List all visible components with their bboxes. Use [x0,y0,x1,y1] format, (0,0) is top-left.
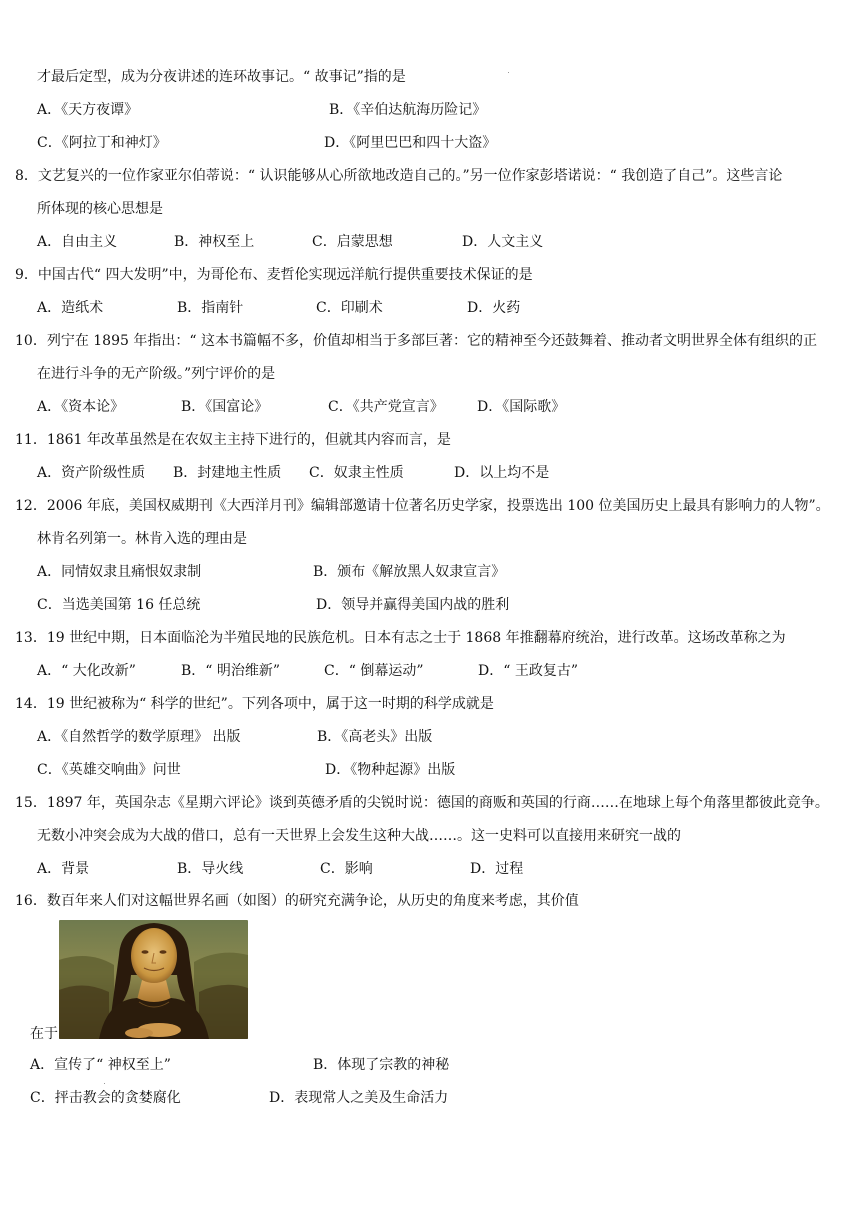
q10-option-b: B．《国富论》 [181,399,269,415]
question-12-stem-cont: 林肯名列第一。林肯入选的理由是 [37,531,247,547]
q8-option-c: C．启蒙思想 [312,234,393,250]
mona-lisa-painting [59,920,248,1039]
q16-option-c: C．抨击教会的贪婪腐化 [30,1090,181,1106]
q11-option-b: B．封建地主性质 [173,465,282,481]
q15-option-b: B．导火线 [177,861,244,877]
q9-option-c: C．印刷术 [316,300,383,316]
q7-option-d: D．《阿里巴巴和四十大盗》 [324,135,497,151]
q9-option-a: A．造纸术 [37,300,104,316]
q8-option-b: B．神权至上 [174,234,255,250]
q13-option-c: C．“ 倒幕运动” [324,663,424,679]
q13-option-d: D．“ 王政复古” [478,663,578,679]
question-12-stem: 12．2006 年底，美国权威期刊《大西洋月刊》编辑部邀请十位著名历史学家，投票选出 100 位美国历史上最具有影响力的人物”。 [15,498,830,514]
q12-option-c: C．当选美国第 16 任总统 [37,597,201,613]
question-10-stem-cont: 在进行斗争的无产阶级。”列宁评价的是 [37,366,276,382]
question-9-stem: 9．中国古代“ 四大发明”中，为哥伦布、麦哲伦实现远洋航行提供重要技术保证的是 [15,267,533,283]
question-11-stem: 11．1861 年改革虽然是在农奴主主持下进行的，但就其内容而言，是 [15,432,451,448]
question-7-continuation: 才最后定型，成为分夜讲述的连环故事记。“ 故事记”指的是 [37,69,406,85]
q12-option-a: A．同情奴隶且痛恨奴隶制 [37,564,202,580]
q14-option-d: D．《物种起源》出版 [325,762,456,778]
q15-option-a: A．背景 [37,861,90,877]
question-8-stem-cont: 所体现的核心思想是 [37,201,163,217]
q9-option-d: D．火药 [467,300,521,316]
q8-option-a: A．自由主义 [37,234,118,250]
q13-option-a: A．“ 大化改新” [37,663,136,679]
q11-option-a: A．资产阶级性质 [37,465,146,481]
q13-option-b: B．“ 明治维新” [181,663,281,679]
question-14-stem: 14．19 世纪被称为“ 科学的世纪”。下列各项中，属于这一时期的科学成就是 [15,696,494,712]
q9-option-b: B．指南针 [177,300,244,316]
q11-option-d: D．以上均不是 [454,465,550,481]
question-10-stem: 10．列宁在 1895 年指出：“ 这本书篇幅不多，价值却相当于多部巨著：它的精神至今还鼓舞着、推动者文明世界全体有组织的正 [15,333,817,349]
q15-option-d: D．过程 [470,861,524,877]
q7-option-a: A．《天方夜谭》 [37,102,139,118]
ink-speck [104,1083,105,1084]
q8-option-d: D．人文主义 [462,234,544,250]
q11-option-c: C．奴隶主性质 [309,465,404,481]
q10-option-c: C．《共产党宣言》 [328,399,444,415]
question-16-stem-cont: 在于 [30,1026,58,1042]
question-15-stem: 15．1897 年，英国杂志《星期六评论》谈到英德矛盾的尖锐时说：德国的商贩和英国的行商……在地球上每个角落里都彼此竞争。 [15,795,829,811]
question-13-stem: 13．19 世纪中期，日本面临沦为半殖民地的民族危机。日本有志之士于 1868 年推翻幕府统治，进行改革。这场改革称之为 [15,630,786,646]
q10-option-d: D．《国际歌》 [477,399,566,415]
q7-option-b: B．《辛伯达航海历险记》 [329,102,487,118]
q14-option-a: A．《自然哲学的数学原理》 出版 [37,729,241,745]
q12-option-d: D．领导并赢得美国内战的胜利 [316,597,510,613]
q16-option-b: B．体现了宗教的神秘 [313,1057,450,1073]
question-15-stem-cont: 无数小冲突会成为大战的借口，总有一天世界上会发生这种大战……。这一史料可以直接用来研究一战的 [37,828,681,844]
question-8-stem: 8．文艺复兴的一位作家亚尔伯蒂说：“ 认识能够从心所欲地改造自己的。”另一位作家彭塔诺说：“ 我创造了自己”。这些言论 [15,168,783,184]
q14-option-c: C．《英雄交响曲》问世 [37,762,181,778]
q12-option-b: B．颁布《解放黑人奴隶宣言》 [313,564,506,580]
q10-option-a: A．《资本论》 [37,399,125,415]
q16-option-d: D．表现常人之美及生命活力 [269,1090,449,1106]
question-16-stem: 16．数百年来人们对这幅世界名画（如图）的研究充满争论，从历史的角度来考虑，其价值 [15,893,579,909]
q7-option-c: C．《阿拉丁和神灯》 [37,135,167,151]
q16-option-a: A．宣传了“ 神权至上” [30,1057,171,1073]
q15-option-c: C．影响 [320,861,373,877]
q14-option-b: B．《高老头》出版 [317,729,433,745]
ink-speck [508,72,509,73]
